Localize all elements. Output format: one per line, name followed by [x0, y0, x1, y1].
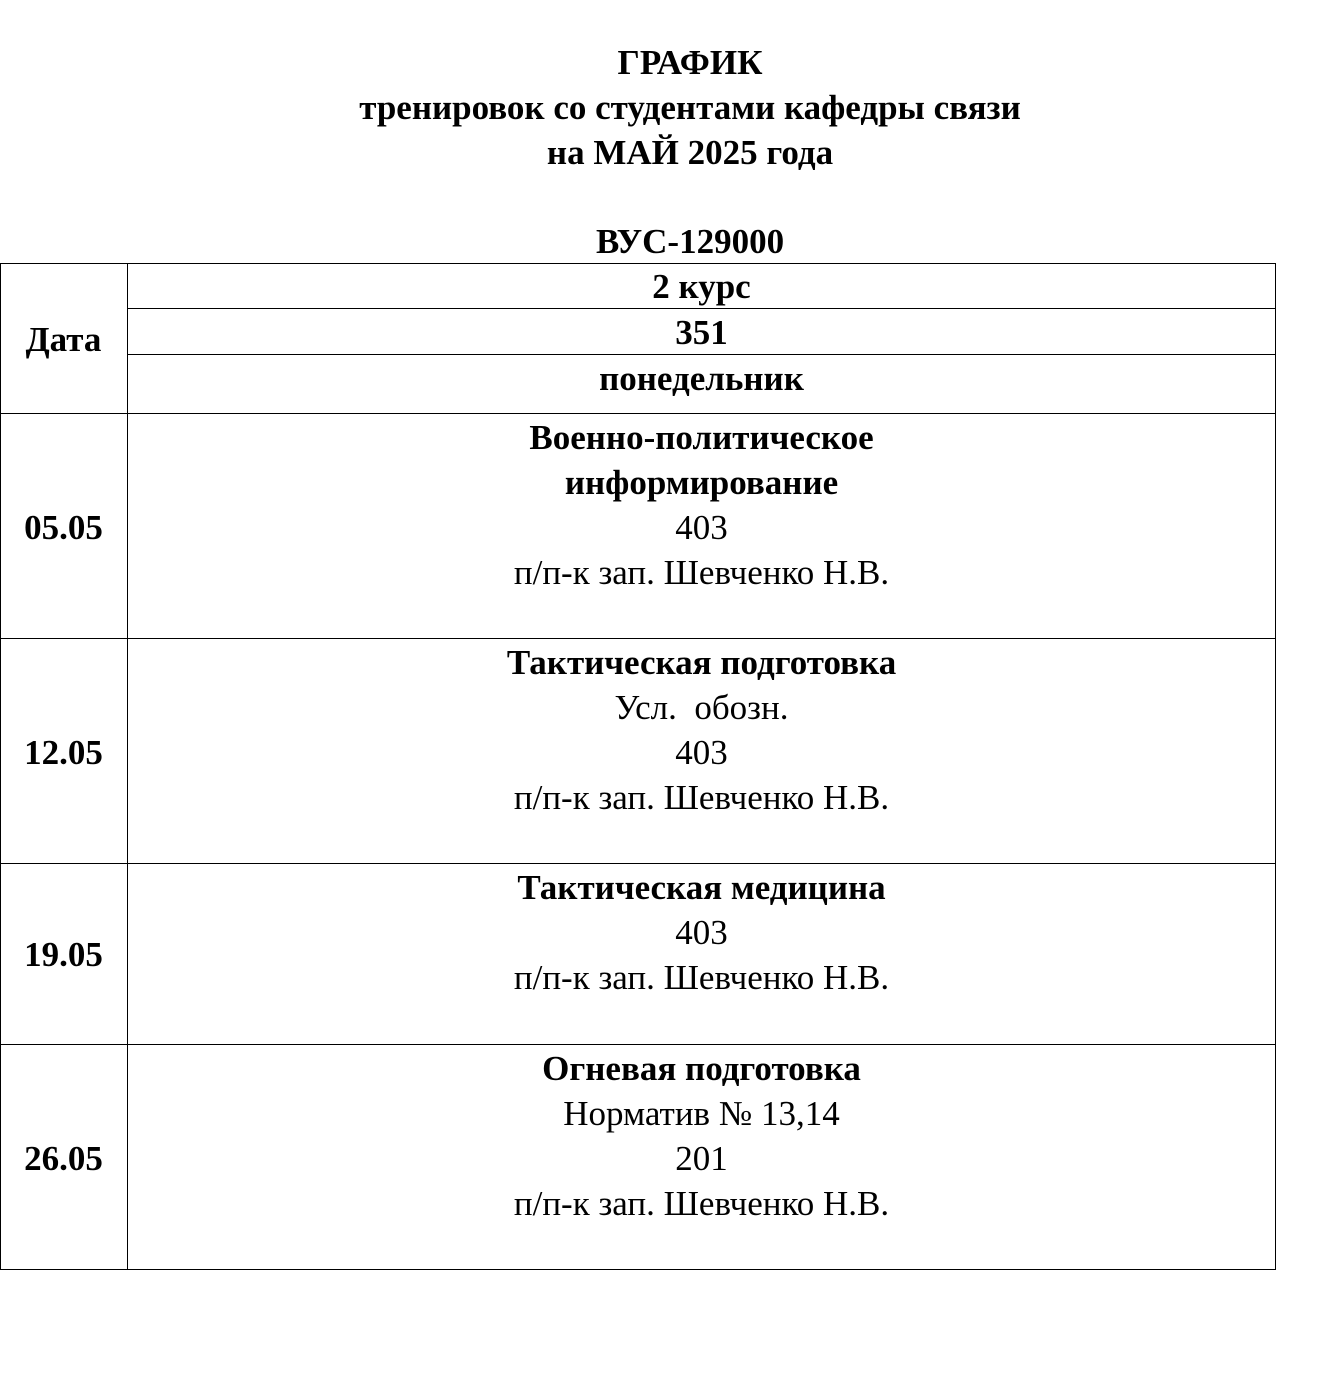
lesson-teacher: п/п-к зап. Шевченко Н.В.	[513, 778, 890, 817]
row-date: 19.05	[24, 935, 103, 974]
lesson-topic: Норматив № 13,14	[563, 1094, 840, 1133]
lesson-subject: Военно-политическое	[529, 418, 874, 457]
lesson-room: 403	[675, 508, 728, 547]
row-date: 12.05	[24, 733, 103, 772]
table-border-bottom	[0, 1269, 1276, 1270]
table-border-right	[1275, 263, 1276, 1270]
lesson-topic: Усл. обозн.	[614, 688, 789, 727]
document-subtitle: тренировок со студентами кафедры связи	[359, 88, 1021, 127]
row-date: 26.05	[24, 1139, 103, 1178]
date-column-header: Дата	[25, 320, 102, 359]
lesson-teacher: п/п-к зап. Шевченко Н.В.	[513, 1184, 890, 1223]
weekday-header: понедельник	[599, 359, 804, 398]
lesson-subject: Тактическая медицина	[517, 868, 886, 907]
table-row-divider	[0, 413, 1276, 414]
document-title: ГРАФИК	[617, 43, 763, 82]
table-row	[128, 865, 1275, 1000]
lesson-room: 403	[675, 913, 728, 952]
group-header: 351	[675, 313, 728, 352]
row-date: 05.05	[24, 508, 103, 547]
lesson-room: 403	[675, 733, 728, 772]
table-row-divider	[0, 1044, 1276, 1045]
vus-code: ВУС-129000	[595, 222, 785, 261]
lesson-room: 201	[675, 1139, 728, 1178]
table-row-divider	[0, 638, 1276, 639]
lesson-teacher: п/п-к зап. Шевченко Н.В.	[513, 553, 890, 592]
course-header: 2 курс	[652, 267, 751, 306]
table-row	[128, 415, 1275, 595]
table-row	[128, 640, 1275, 820]
document-title-block	[0, 40, 1343, 175]
lesson-subject: Тактическая подготовка	[506, 643, 897, 682]
document-period: на МАЙ 2025 года	[546, 133, 834, 172]
lesson-teacher: п/п-к зап. Шевченко Н.В.	[513, 958, 890, 997]
table-row	[128, 1046, 1275, 1226]
lesson-subject: Огневая подготовка	[542, 1049, 861, 1088]
lesson-subject: информирование	[564, 463, 839, 502]
table-row-divider	[0, 863, 1276, 864]
